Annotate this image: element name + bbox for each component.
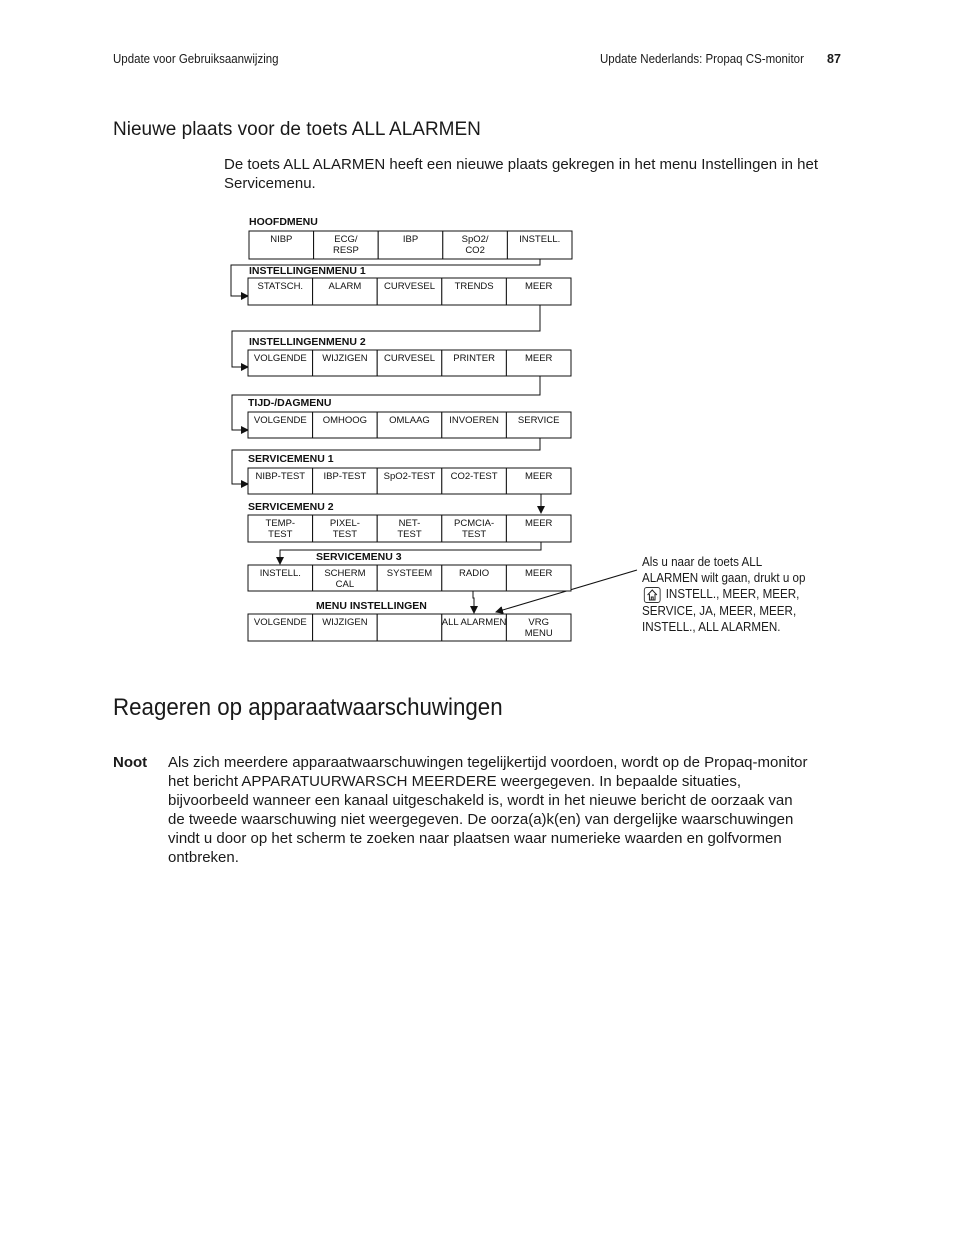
button-label: CO2-TEST	[450, 471, 498, 482]
menu-button	[506, 565, 571, 591]
button-label: INVOEREN	[449, 415, 499, 426]
button-label: MEER	[524, 518, 553, 529]
button-label: INSTELL.	[519, 234, 561, 245]
menu-button	[442, 412, 507, 438]
note-text: Als zich meerdere apparaatwaarschuwingen tegelijkertijd voordoen, wordt op de Propaq-monitor het bericht APPARATUURWARSCH MEERDERE weergegeven. In bepaalde situaties, bijvoorbeeld wanneer een kanaal uitgeschakeld is, wordt in het nieuwe bericht de oorzaak van de tweede waarschuwing niet weergegeven. De oorza(a)k(en) van dergelijke waarschuwingen vindt u door op het scherm te zoeken naar plaatsen waar numerieke waarden en golfvormen ontbreken.	[168, 754, 808, 866]
menu-button	[314, 231, 379, 259]
button-label: ECG/	[334, 234, 358, 245]
menu-button	[313, 278, 378, 305]
menu-button	[313, 350, 378, 376]
menu-label: SERVICEMENU 3	[316, 551, 402, 563]
button-label: MEER	[524, 353, 553, 364]
menu-5	[248, 453, 571, 494]
button-label: SpO2/	[461, 234, 489, 245]
menu-4	[248, 397, 571, 438]
menu-button	[248, 515, 313, 542]
menu-button	[506, 468, 571, 494]
button-label: SYSTEEM	[386, 568, 433, 579]
button-label: ALL ALARMEN	[441, 617, 507, 628]
menu-label: SERVICEMENU 1	[248, 453, 334, 465]
menu-button	[377, 515, 442, 542]
menu-button	[378, 231, 443, 259]
note-label: Noot	[113, 754, 148, 771]
button-label: MEER	[524, 281, 553, 292]
home-icon	[644, 587, 661, 603]
menu-button	[506, 278, 571, 305]
section-title: Nieuwe plaats voor de toets ALL ALARMEN	[113, 119, 481, 140]
button-label: TEST	[268, 529, 293, 540]
button-label: PRINTER	[453, 353, 495, 364]
menu-button	[442, 278, 507, 305]
button-label: SCHERM	[324, 568, 366, 579]
menu-label: HOOFDMENU	[249, 216, 318, 228]
intro-paragraph: De toets ALL ALARMEN heeft een nieuwe plaats gekregen in het menu Instellingen in het Servicemenu.	[224, 156, 818, 192]
button-label: RADIO	[459, 568, 490, 579]
button-label: INSTELL.	[259, 568, 301, 579]
button-label: TEST	[332, 529, 358, 540]
section2-title: Reageren op apparaatwaarschuwingen	[113, 694, 503, 721]
button-label: IBP	[402, 234, 419, 245]
menu-button	[313, 515, 378, 542]
menu-label: INSTELLINGENMENU 2	[249, 336, 366, 348]
button-label: SpO2-TEST	[383, 471, 436, 482]
button-label: IBP-TEST	[323, 471, 367, 482]
running-header-right: Update Nederlands: Propaq CS-monitor	[600, 52, 804, 66]
button-label: PIXEL-	[329, 518, 360, 529]
button-label: TRENDS	[454, 281, 494, 292]
menu-button	[377, 614, 442, 641]
button-label: STATSCH.	[257, 281, 304, 292]
menu-6	[248, 501, 571, 542]
menu-label: TIJD-/DAGMENU	[248, 397, 332, 409]
menu-button	[248, 468, 313, 494]
button-label: CO2	[465, 245, 485, 256]
menu-button	[248, 350, 313, 376]
menu-button	[248, 565, 313, 591]
menu-button	[442, 614, 507, 641]
menu-button	[442, 350, 507, 376]
menu-button	[507, 231, 572, 259]
menu-button	[313, 614, 378, 641]
button-label: MEER	[524, 471, 553, 482]
menu-button	[506, 614, 571, 641]
button-label: MEER	[524, 568, 553, 579]
menu-1	[249, 216, 572, 259]
callout-text-before: Als u naar de toets ALL ALARMEN wilt gaan, drukt u op	[642, 555, 806, 585]
menu-button	[313, 565, 378, 591]
menu-button	[248, 278, 313, 305]
menu-button	[506, 350, 571, 376]
menu-button	[249, 231, 314, 259]
menu-3	[248, 336, 571, 376]
menu-8	[248, 600, 571, 641]
button-label: SERVICE	[517, 415, 560, 426]
menu-button	[377, 412, 442, 438]
running-header-left: Update voor Gebruiksaanwijzing	[113, 52, 279, 66]
button-label: ALARM	[328, 281, 362, 292]
menu-7	[248, 551, 571, 591]
menu-button	[313, 468, 378, 494]
button-label: NIBP-TEST	[255, 471, 306, 482]
button-label: RESP	[332, 245, 359, 256]
menu-button	[442, 515, 507, 542]
button-label: VRG	[528, 617, 549, 628]
button-label: TEMP-	[265, 518, 296, 529]
button-label: VOLGENDE	[253, 415, 307, 426]
button-label: NIBP	[270, 234, 293, 245]
button-label: NET-	[398, 518, 421, 529]
button-label: TEST	[461, 529, 487, 540]
menu-label: SERVICEMENU 2	[248, 501, 334, 513]
page-number: 87	[827, 52, 841, 66]
menu-label: INSTELLINGENMENU 1	[249, 265, 366, 277]
menu-button	[506, 515, 571, 542]
button-label: WIJZIGEN	[322, 617, 368, 628]
menu-label: MENU INSTELLINGEN	[316, 600, 427, 612]
button-label: OMHOOG	[322, 415, 368, 426]
menu-2	[248, 265, 571, 305]
menu-button	[443, 231, 508, 259]
callout-text-after: INSTELL., MEER, MEER, SERVICE, JA, MEER, MEER, INSTELL., ALL ALARMEN.	[642, 587, 800, 634]
button-label: WIJZIGEN	[322, 353, 368, 364]
menu-button	[377, 350, 442, 376]
button-label: CURVESEL	[383, 353, 436, 364]
menu-button	[377, 468, 442, 494]
button-label: OMLAAG	[389, 415, 430, 426]
menu-button	[377, 565, 442, 591]
button-label: VOLGENDE	[253, 353, 307, 364]
menu-button	[248, 412, 313, 438]
button-label: CAL	[335, 579, 355, 590]
callout-text	[642, 554, 819, 635]
menu-button	[442, 468, 507, 494]
button-label: CURVESEL	[383, 281, 436, 292]
menu-button	[377, 278, 442, 305]
menu-button	[442, 565, 507, 591]
menu-button	[248, 614, 313, 641]
button-label: VOLGENDE	[253, 617, 307, 628]
menu-button	[313, 412, 378, 438]
button-label: TEST	[397, 529, 422, 540]
menu-button	[506, 412, 571, 438]
connector-line	[473, 591, 474, 613]
button-label: PCMCIA-	[454, 518, 495, 529]
button-label: MENU	[524, 628, 553, 639]
